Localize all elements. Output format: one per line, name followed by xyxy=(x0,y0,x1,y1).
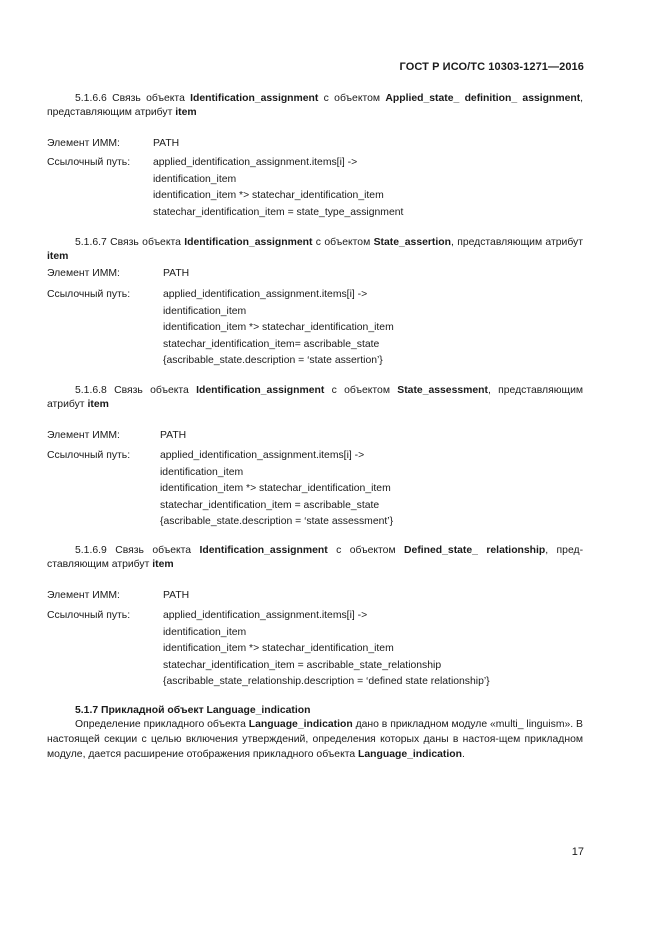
element-value: PATH xyxy=(160,430,187,441)
element-value: PATH xyxy=(153,138,180,149)
reference-path xyxy=(163,608,490,691)
attribute-name: item xyxy=(47,251,69,262)
path-line: applied_identification_assignment.items[i] -> xyxy=(160,450,365,461)
entity-name: Identification_assignment xyxy=(184,237,313,248)
path-label: Ссылочный путь: xyxy=(47,157,131,168)
path-line: identification_item xyxy=(160,466,244,478)
element-label: Элемент ИММ: xyxy=(47,138,120,149)
path-line: statechar_identification_item = ascribable_state_relationship xyxy=(163,659,442,671)
entity-name: Language_indication xyxy=(248,719,353,730)
path-line: applied_identification_assignment.items[i] -> xyxy=(153,157,358,168)
reference-path xyxy=(163,287,394,370)
attribute-name: item xyxy=(175,107,197,118)
path-line: statechar_identification_item = state_type_assignment xyxy=(153,206,404,218)
target-entity: State_assessment xyxy=(397,385,488,396)
section-number: 5.1.6.8 xyxy=(75,385,107,396)
document-header: ГОСТ Р ИСО/ТС 10303-1271—2016 xyxy=(399,61,584,73)
target-entity: State_assertion xyxy=(373,237,451,248)
path-label: Ссылочный путь: xyxy=(47,610,131,621)
attribute-name: item xyxy=(87,399,109,410)
path-line: applied_identification_assignment.items[i] -> xyxy=(163,289,368,300)
path-line: identification_item xyxy=(163,626,247,638)
path-line: statechar_identification_item = ascribable_state xyxy=(160,499,380,511)
element-label: Элемент ИММ: xyxy=(47,430,120,441)
entity-name: Identification_assignment xyxy=(190,93,319,104)
path-line: identification_item xyxy=(163,305,247,317)
path-line: identification_item *> statechar_identification_item xyxy=(163,322,394,334)
entity-name: Identification_assignment xyxy=(196,385,325,396)
path-line: statechar_identification_item= ascribable_state xyxy=(163,338,380,350)
section-number: 5.1.6.7 xyxy=(75,237,107,248)
entity-name: Identification_assignment xyxy=(199,545,328,556)
target-entity: Applied_state_ definition_ assignment xyxy=(385,93,581,104)
path-line: applied_identification_assignment.items[i] -> xyxy=(163,610,368,621)
section-heading-5-1-6-7: 5.1.6.7 Связь объекта Identification_assignment с объектом State_assertion, представляющим атрибут item xyxy=(47,237,584,262)
element-value: PATH xyxy=(163,590,190,601)
entity-name: Language_indication xyxy=(358,749,462,760)
element-label: Элемент ИММ: xyxy=(47,590,120,601)
section-heading-5-1-6-6: 5.1.6.6 Связь объекта Identification_assignment с объектом Applied_state_ definition_ assignment, представляющим атрибут item xyxy=(47,93,584,118)
element-value: PATH xyxy=(163,268,190,279)
path-line: {ascribable_state.description = ‘state assessment’} xyxy=(160,516,394,528)
path-line: identification_item *> statechar_identification_item xyxy=(153,190,384,202)
section-number: 5.1.6.9 xyxy=(75,545,107,556)
reference-path xyxy=(153,155,403,221)
target-entity: Defined_state_ relationship xyxy=(404,545,546,556)
path-line: identification_item *> statechar_identification_item xyxy=(163,643,394,655)
path-label: Ссылочный путь: xyxy=(47,450,131,461)
element-label: Элемент ИММ: xyxy=(47,268,120,279)
section-heading-5-1-6-9: 5.1.6.9 Связь объекта Identification_assignment с объектом Defined_state_ relationship, пред-ставляющим атрибут item xyxy=(47,545,584,570)
page-number: 17 xyxy=(571,846,584,858)
path-line: identification_item *> statechar_identification_item xyxy=(160,483,391,495)
section-number: 5.1.6.6 xyxy=(75,93,107,104)
subsection-paragraph: Определение прикладного объекта Language_indication дано в прикладном модуле «multi_ linguism». В настоящей секции с целью включения утверждений, определения которых даны в настоя-щем прикладном модуле, дается расширение отображения прикладного объекта Language_indication. xyxy=(47,719,583,760)
path-label: Ссылочный путь: xyxy=(47,289,131,300)
subsection-title: 5.1.7 Прикладной объект Language_indication xyxy=(75,705,311,716)
path-line: {ascribable_state_relationship.description = ‘defined state relationship’} xyxy=(163,676,490,688)
section-heading-5-1-6-8: 5.1.6.8 Связь объекта Identification_assignment с объектом State_assessment, представляющим атрибут item xyxy=(47,385,584,410)
reference-path xyxy=(160,448,393,531)
path-line: identification_item xyxy=(153,173,237,185)
path-line: {ascribable_state.description = ‘state assertion’} xyxy=(163,355,383,367)
attribute-name: item xyxy=(152,559,174,570)
